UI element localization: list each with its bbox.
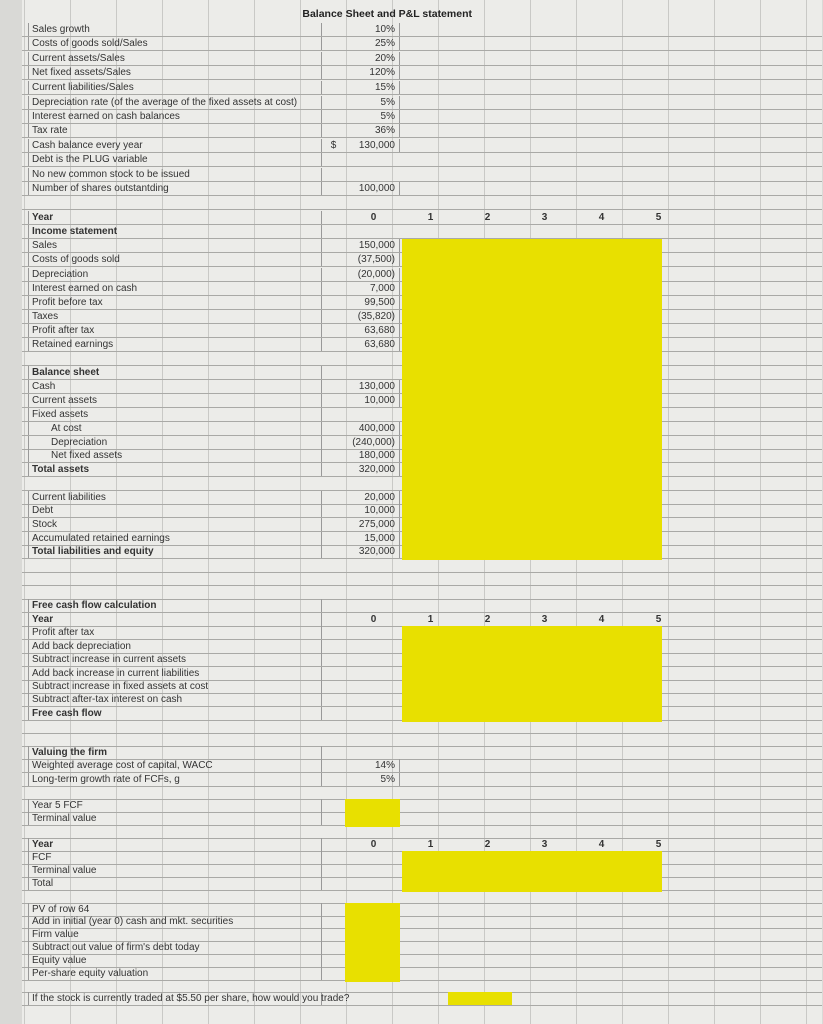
blank-row <box>22 559 822 573</box>
sheet-row <box>22 310 822 324</box>
value-cell[interactable]: 320,000 <box>345 463 400 476</box>
value-cell[interactable]: 7,000 <box>345 282 400 295</box>
value-cell[interactable]: 25% <box>345 37 400 50</box>
blank-row <box>22 352 822 366</box>
blank-row <box>22 786 822 800</box>
sheet-row <box>22 96 822 110</box>
highlighted-input-cells[interactable] <box>402 366 662 381</box>
sheet-row <box>22 545 822 559</box>
sheet-row <box>22 463 822 477</box>
row-label[interactable]: Per-share equity valuation <box>28 967 322 980</box>
row-label[interactable]: Current assets/Sales <box>28 52 322 65</box>
year-header-2: 2 <box>484 839 491 850</box>
sheet-row <box>22 296 822 310</box>
sheet-row <box>22 182 822 196</box>
row-label[interactable]: Terminal value <box>28 812 322 825</box>
sheet-row <box>22 408 822 422</box>
year-header-3: 3 <box>541 839 548 850</box>
sheet-row <box>22 626 822 640</box>
sheet-row <box>22 23 822 37</box>
row-label[interactable]: Costs of goods sold/Sales <box>28 37 322 50</box>
row-label[interactable]: Total <box>28 877 322 890</box>
sheet-row <box>22 773 822 787</box>
highlighted-input-cells[interactable] <box>402 394 662 409</box>
value-cell[interactable]: 20,000 <box>345 491 400 504</box>
sheet-row <box>22 52 822 66</box>
value-cell[interactable]: 100,000 <box>345 182 400 195</box>
value-cell[interactable]: 180,000 <box>345 449 400 462</box>
sheet-row <box>22 449 822 463</box>
row-label[interactable]: Year <box>28 613 322 626</box>
row-label[interactable]: Stock <box>28 518 322 531</box>
sheet-row <box>22 707 822 721</box>
value-cell[interactable]: 5% <box>345 96 400 109</box>
row-label[interactable]: Net fixed assets/Sales <box>28 66 322 79</box>
highlighted-input-cells[interactable] <box>402 324 662 339</box>
row-label[interactable]: Subtract out value of firm's debt today <box>28 941 322 954</box>
sheet-row <box>22 532 822 546</box>
value-cell[interactable]: 20% <box>345 52 400 65</box>
row-label[interactable]: Current liabilities/Sales <box>28 81 322 94</box>
row-label[interactable]: Profit after tax <box>28 324 322 337</box>
value-cell[interactable]: 130,000 <box>345 139 400 152</box>
sheet-row <box>22 838 822 852</box>
year-header-1: 1 <box>427 212 434 223</box>
value-cell[interactable]: 99,500 <box>345 296 400 309</box>
blank-row <box>22 979 822 993</box>
row-label[interactable]: Depreciation rate (of the average of the fixed assets at cost) <box>28 96 322 109</box>
sheet-row <box>22 436 822 450</box>
sheet-row <box>22 282 822 296</box>
row-label[interactable]: If the stock is currently traded at $5.50 per share, how would you trade? <box>28 992 322 1005</box>
row-label[interactable]: At cost <box>28 422 322 435</box>
sheet-row <box>22 518 822 532</box>
row-label[interactable]: Year <box>28 838 322 851</box>
row-label[interactable]: Tax rate <box>28 124 322 137</box>
highlighted-input-cells[interactable] <box>402 253 662 268</box>
highlighted-input-cells[interactable] <box>402 239 662 254</box>
sheet-row <box>22 211 822 225</box>
highlighted-input-cells[interactable] <box>402 653 662 668</box>
value-cell[interactable]: 5% <box>345 773 400 786</box>
sheet-title: Balance Sheet and P&L statement <box>302 8 472 20</box>
sheet-row <box>22 504 822 518</box>
value-cell[interactable]: 400,000 <box>345 422 400 435</box>
sheet-row <box>22 693 822 707</box>
year-header-5: 5 <box>655 839 662 850</box>
sheet-row <box>22 139 822 153</box>
blank-row <box>22 586 822 600</box>
sheet-row <box>22 640 822 654</box>
sheet-row <box>22 239 822 253</box>
sheet-row <box>22 168 822 182</box>
value-cell[interactable]: (20,000) <box>345 268 400 281</box>
sheet-row <box>22 915 822 929</box>
sheet-row <box>22 380 822 394</box>
sheet-row <box>22 864 822 878</box>
value-cell[interactable]: 63,680 <box>345 338 400 351</box>
row-label[interactable]: Depreciation <box>28 268 322 281</box>
row-label[interactable]: Long-term growth rate of FCFs, g <box>28 773 322 786</box>
row-label[interactable]: No new common stock to be issued <box>28 168 322 181</box>
year-header-4: 4 <box>598 614 605 625</box>
row-label[interactable]: Debt <box>28 504 322 517</box>
row-label[interactable]: Firm value <box>28 928 322 941</box>
highlighted-input-cells[interactable] <box>402 282 662 297</box>
highlighted-input-cells[interactable] <box>402 310 662 325</box>
value-cell[interactable]: 320,000 <box>345 545 400 558</box>
year-header-3: 3 <box>541 614 548 625</box>
sheet-row <box>22 268 822 282</box>
row-label[interactable]: Debt is the PLUG variable <box>28 153 322 166</box>
value-cell[interactable]: 36% <box>345 124 400 137</box>
value-cell[interactable]: 10% <box>345 23 400 36</box>
sheet-row <box>22 992 822 1006</box>
blank-row <box>22 733 822 747</box>
year-header-4: 4 <box>598 839 605 850</box>
value-cell[interactable]: 63,680 <box>345 324 400 337</box>
highlighted-input-cells[interactable] <box>402 518 662 533</box>
sheet-row <box>22 366 822 380</box>
row-label[interactable]: Income statement <box>28 225 322 238</box>
highlighted-input-cells[interactable] <box>402 545 662 560</box>
value-cell[interactable]: 275,000 <box>345 518 400 531</box>
highlighted-input-cells[interactable] <box>402 380 662 395</box>
row-label[interactable]: Cash <box>28 380 322 393</box>
value-cell[interactable]: 15% <box>345 81 400 94</box>
row-label[interactable]: Subtract increase in fixed assets at cost <box>28 680 322 693</box>
blank-row <box>22 477 822 491</box>
row-label[interactable]: Profit after tax <box>28 626 322 639</box>
row-label[interactable]: Current liabilities <box>28 491 322 504</box>
row-label[interactable]: Cash balance every year <box>28 139 322 152</box>
value-cell[interactable]: 15,000 <box>345 532 400 545</box>
row-label[interactable]: Balance sheet <box>28 366 322 379</box>
year-header-5: 5 <box>655 212 662 223</box>
sheet-row <box>22 225 822 239</box>
row-label[interactable]: Add back increase in current liabilities <box>28 667 322 680</box>
row-label[interactable]: Total liabilities and equity <box>28 545 322 558</box>
row-label[interactable]: Costs of goods sold <box>28 253 322 266</box>
value-cell[interactable]: 5% <box>345 110 400 123</box>
blank-row <box>22 825 822 839</box>
sheet-row <box>22 153 822 167</box>
sheet-row <box>22 613 822 627</box>
year-header-0: 0 <box>370 839 377 850</box>
row-label[interactable]: Net fixed assets <box>28 449 322 462</box>
value-cell[interactable]: 10,000 <box>345 394 400 407</box>
row-label[interactable]: Number of shares outstantding <box>28 182 322 195</box>
sheet-row <box>22 928 822 942</box>
sheet-row <box>22 954 822 968</box>
sheet-row <box>22 491 822 505</box>
currency-symbol: $ <box>330 140 337 151</box>
value-cell[interactable]: (240,000) <box>345 436 400 449</box>
sheet-row <box>22 394 822 408</box>
sheet-row <box>22 110 822 124</box>
highlighted-input-cells[interactable] <box>402 626 662 641</box>
sheet-row <box>22 812 822 826</box>
row-label[interactable]: Year 5 FCF <box>28 799 322 812</box>
sheet-row <box>22 37 822 51</box>
sheet-row <box>22 599 822 613</box>
sheet-row <box>22 422 822 436</box>
sheet-row <box>22 338 822 352</box>
row-label[interactable]: Add in initial (year 0) cash and mkt. securities <box>28 915 322 928</box>
row-label[interactable]: Weighted average cost of capital, WACC <box>28 759 322 772</box>
value-cell[interactable]: (37,500) <box>345 253 400 266</box>
row-label[interactable]: Taxes <box>28 310 322 323</box>
sheet-row <box>22 799 822 813</box>
row-label[interactable]: Total assets <box>28 463 322 476</box>
highlighted-input-cells[interactable] <box>402 449 662 464</box>
row-label[interactable]: Interest earned on cash balances <box>28 110 322 123</box>
blank-row <box>22 196 822 210</box>
blank-row <box>22 572 822 586</box>
sheet-row <box>22 81 822 95</box>
year-header-1: 1 <box>427 614 434 625</box>
sheet-row <box>22 324 822 338</box>
row-label[interactable]: Free cash flow calculation <box>28 599 322 612</box>
year-header-4: 4 <box>598 212 605 223</box>
sheet-row <box>22 759 822 773</box>
highlighted-input-cells[interactable] <box>402 338 662 353</box>
row-label[interactable]: Subtract increase in current assets <box>28 653 322 666</box>
year-header-3: 3 <box>541 212 548 223</box>
row-label[interactable]: Equity value <box>28 954 322 967</box>
row-label[interactable]: Retained earnings <box>28 338 322 351</box>
spreadsheet <box>22 0 822 1024</box>
value-cell[interactable]: 130,000 <box>345 380 400 393</box>
row-label[interactable]: Terminal value <box>28 864 322 877</box>
row-label[interactable]: PV of row 64 <box>28 903 322 916</box>
highlighted-input-cells[interactable] <box>402 463 662 478</box>
row-label[interactable]: Depreciation <box>28 436 322 449</box>
value-cell[interactable]: 150,000 <box>345 239 400 252</box>
row-label[interactable]: Subtract after-tax interest on cash <box>28 693 322 706</box>
sheet-row <box>22 667 822 681</box>
year-header-0: 0 <box>370 212 377 223</box>
sheet-row <box>22 66 822 80</box>
year-header-2: 2 <box>484 212 491 223</box>
title-row <box>22 8 822 22</box>
sheet-row <box>22 877 822 891</box>
highlighted-input-cells[interactable] <box>402 693 662 708</box>
row-label[interactable]: Current assets <box>28 394 322 407</box>
highlighted-input-cells[interactable] <box>402 268 662 283</box>
row-label[interactable]: Year <box>28 211 322 224</box>
sheet-row <box>22 680 822 694</box>
highlighted-input-cells[interactable] <box>402 422 662 437</box>
sheet-row <box>22 653 822 667</box>
row-label[interactable]: Fixed assets <box>28 408 322 421</box>
highlighted-input-cells[interactable] <box>402 296 662 311</box>
sheet-row <box>22 124 822 138</box>
row-label[interactable]: Free cash flow <box>28 707 322 720</box>
value-cell[interactable]: 10,000 <box>345 504 400 517</box>
highlighted-input-cells[interactable] <box>402 477 662 492</box>
year-header-5: 5 <box>655 614 662 625</box>
sheet-row <box>22 253 822 267</box>
row-label[interactable]: Sales growth <box>28 23 322 36</box>
blank-row <box>22 720 822 734</box>
blank-row <box>22 890 822 904</box>
row-label[interactable]: Profit before tax <box>28 296 322 309</box>
highlighted-input-cells[interactable] <box>448 992 512 1005</box>
year-header-1: 1 <box>427 839 434 850</box>
value-cell[interactable]: 120% <box>345 66 400 79</box>
sheet-row <box>22 851 822 865</box>
row-label[interactable]: Accumulated retained earnings <box>28 532 322 545</box>
value-cell[interactable]: 14% <box>345 759 400 772</box>
highlighted-input-cells[interactable] <box>402 408 662 423</box>
row-label[interactable]: Add back depreciation <box>28 640 322 653</box>
row-label[interactable]: Valuing the firm <box>28 746 322 759</box>
row-label[interactable]: FCF <box>28 851 322 864</box>
sheet-row <box>22 941 822 955</box>
value-cell[interactable]: (35,820) <box>345 310 400 323</box>
row-label[interactable]: Interest earned on cash <box>28 282 322 295</box>
year-header-0: 0 <box>370 614 377 625</box>
row-label[interactable]: Sales <box>28 239 322 252</box>
highlighted-input-cells[interactable] <box>402 352 662 367</box>
sheet-row <box>22 746 822 760</box>
highlighted-input-cells[interactable] <box>402 504 662 519</box>
year-header-2: 2 <box>484 614 491 625</box>
